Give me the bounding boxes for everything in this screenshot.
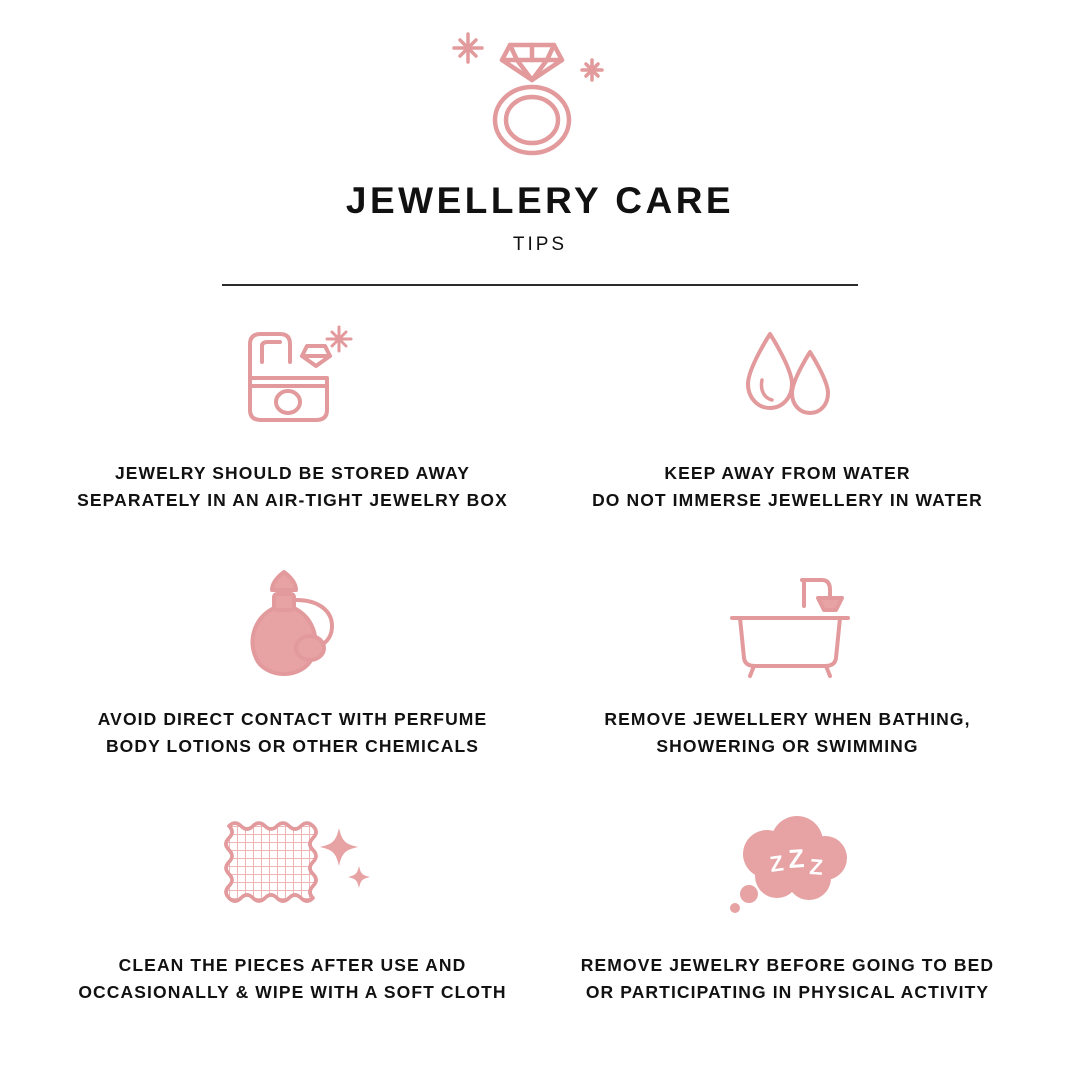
tips-grid xyxy=(50,318,1030,1056)
tip-text-line: DO NOT IMMERSE JEWELLERY IN WATER xyxy=(592,490,983,511)
tip-item xyxy=(545,810,1030,1056)
tip-text xyxy=(98,706,488,760)
tip-text-line: CLEAN THE PIECES AFTER USE AND xyxy=(118,955,467,975)
page-subtitle: TIPS xyxy=(512,234,568,255)
tip-text xyxy=(78,952,506,1006)
tip-text xyxy=(77,460,508,514)
tip-text-line: REMOVE JEWELRY BEFORE GOING TO BED xyxy=(580,955,995,975)
bathtub-shower-icon xyxy=(718,564,858,684)
jewelry-box-icon xyxy=(228,318,358,438)
header-divider xyxy=(222,284,858,286)
tip-item xyxy=(50,810,535,1056)
svg-text:Z: Z xyxy=(786,842,805,874)
tip-item xyxy=(545,318,1030,564)
tip-text xyxy=(581,952,994,1006)
tip-text-line: OCCASIONALLY & WIPE WITH A SOFT CLOTH xyxy=(78,982,507,1003)
page-title: JEWELLERY CARE xyxy=(345,180,735,221)
tip-text xyxy=(604,706,970,760)
tip-text-line: BODY LOTIONS OR OTHER CHEMICALS xyxy=(105,736,480,757)
polishing-cloth-icon xyxy=(213,810,373,930)
svg-text:Z: Z xyxy=(808,854,824,880)
water-drops-icon xyxy=(728,318,848,438)
diamond-ring-icon xyxy=(440,18,640,168)
tip-item xyxy=(50,318,535,564)
tip-text xyxy=(592,460,983,514)
perfume-bottle-icon xyxy=(228,564,358,684)
tip-text-line: KEEP AWAY FROM WATER xyxy=(664,463,911,483)
sleep-cloud-zzz-icon xyxy=(713,810,863,930)
tip-item xyxy=(50,564,535,810)
tip-text-line: SHOWERING OR SWIMMING xyxy=(656,736,919,757)
tip-text-line: OR PARTICIPATING IN PHYSICAL ACTIVITY xyxy=(585,982,990,1003)
tip-text-line: SEPARATELY IN AN AIR-TIGHT JEWELRY BOX xyxy=(77,490,508,511)
tip-text-line: JEWELRY SHOULD BE STORED AWAY xyxy=(114,463,471,483)
tip-text-line: AVOID DIRECT CONTACT WITH PERFUME xyxy=(97,709,488,729)
tip-text-line: REMOVE JEWELLERY WHEN BATHING, xyxy=(604,709,971,729)
poster-header xyxy=(0,0,1080,286)
svg-text:Z: Z xyxy=(767,850,785,877)
tip-item xyxy=(545,564,1030,810)
